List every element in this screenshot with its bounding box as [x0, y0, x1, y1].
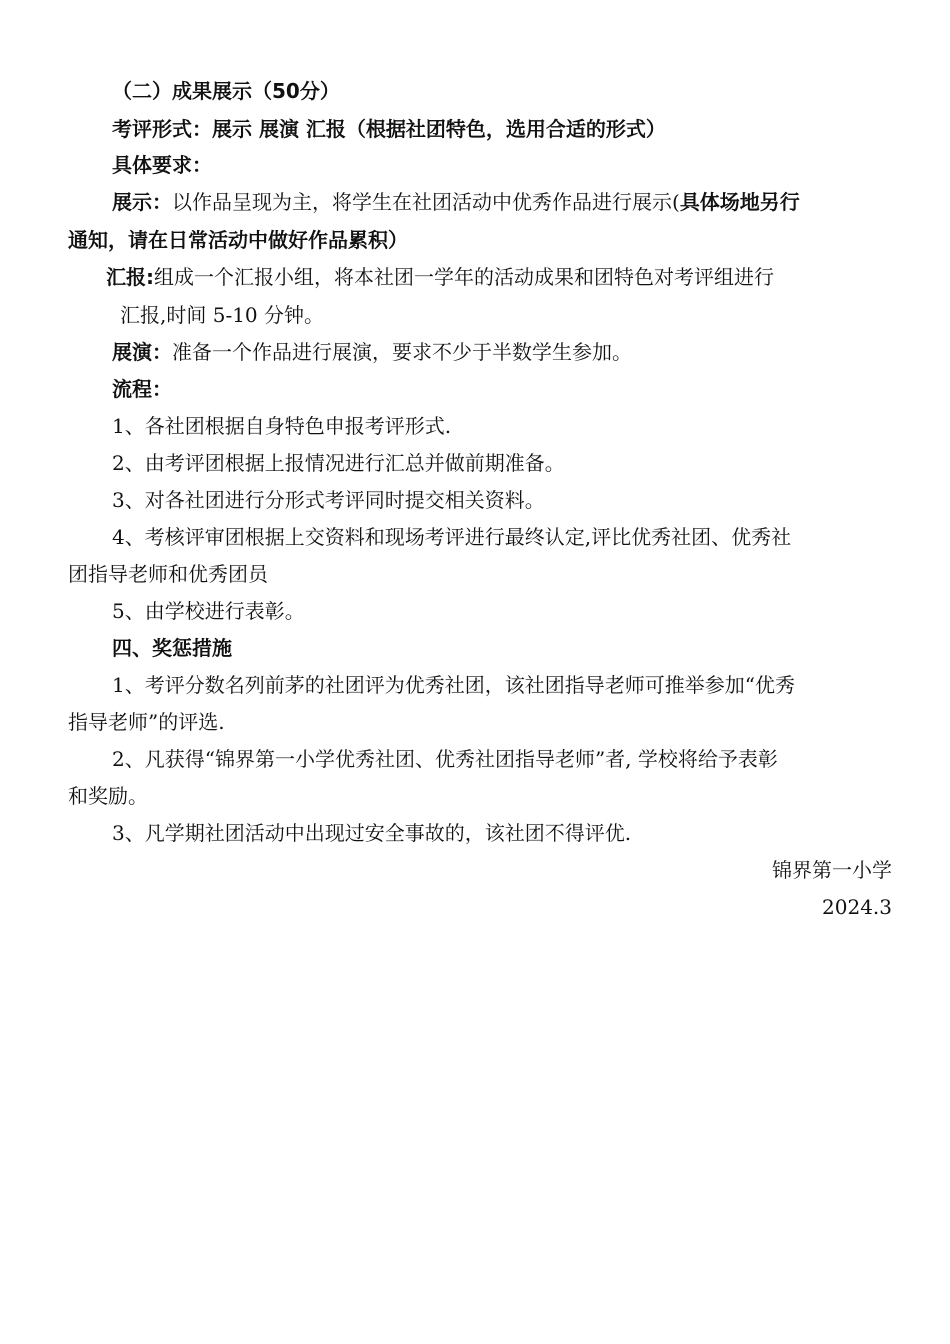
reward-item-2-line2: 和奖励。: [68, 784, 148, 808]
process-label: 流程：: [112, 377, 172, 401]
signature-date: 2024.3: [822, 895, 892, 919]
process-item-4-line1: 4、考核评审团根据上交资料和现场考评进行最终认定,评比优秀社团、优秀社: [112, 525, 792, 549]
reward-item-2-line1: 2、凡获得“锦界第一小学优秀社团、优秀社团指导老师”者, 学校将给予表彰: [112, 747, 778, 771]
process-item-3: 3、对各社团进行分形式考评同时提交相关资料。: [112, 488, 545, 512]
process-item-2: 2、由考评团根据上报情况进行汇总并做前期准备。: [112, 451, 565, 475]
evaluation-form: 考评形式：展示 展演 汇报（根据社团特色，选用合适的形式）: [112, 117, 666, 141]
report-paragraph: [106, 264, 774, 290]
show-bold-line2: 通知，请在日常活动中做好作品累积）: [68, 228, 408, 252]
show-bold-tail: 具体场地另行: [679, 190, 800, 214]
reward-item-1-line1: 1、考评分数名列前茅的社团评为优秀社团，该社团指导老师可推举参加“优秀: [112, 673, 795, 697]
process-item-5: 5、由学校进行表彰。: [112, 599, 305, 623]
show-text: 以作品呈现为主，将学生在社团活动中优秀作品进行展示(: [172, 190, 680, 214]
perform-text: 准备一个作品进行展演，要求不少于半数学生参加。: [172, 340, 632, 364]
show-label: 展示：: [112, 190, 172, 214]
signature-school: 锦界第一小学: [772, 858, 892, 882]
report-text2: 汇报,时间 5-10 分钟。: [120, 303, 325, 327]
report-text1: 组成一个汇报小组，将本社团一学年的活动成果和团特色对考评组进行: [154, 265, 774, 289]
section-4-title: 四、奖惩措施: [112, 636, 232, 660]
reward-item-1-line2: 指导老师”的评选.: [68, 710, 225, 734]
perform-paragraph: [112, 339, 632, 365]
report-label: 汇报:: [106, 265, 154, 289]
section-2-title: （二）成果展示（50分）: [112, 79, 340, 103]
requirements-label: 具体要求：: [112, 153, 212, 177]
process-item-4-line2: 团指导老师和优秀团员: [68, 562, 268, 586]
show-paragraph: [112, 189, 800, 215]
process-item-1: 1、各社团根据自身特色申报考评形式.: [112, 414, 452, 438]
reward-item-3: 3、凡学期社团活动中出现过安全事故的，该社团不得评优.: [112, 821, 632, 845]
perform-label: 展演：: [112, 340, 172, 364]
